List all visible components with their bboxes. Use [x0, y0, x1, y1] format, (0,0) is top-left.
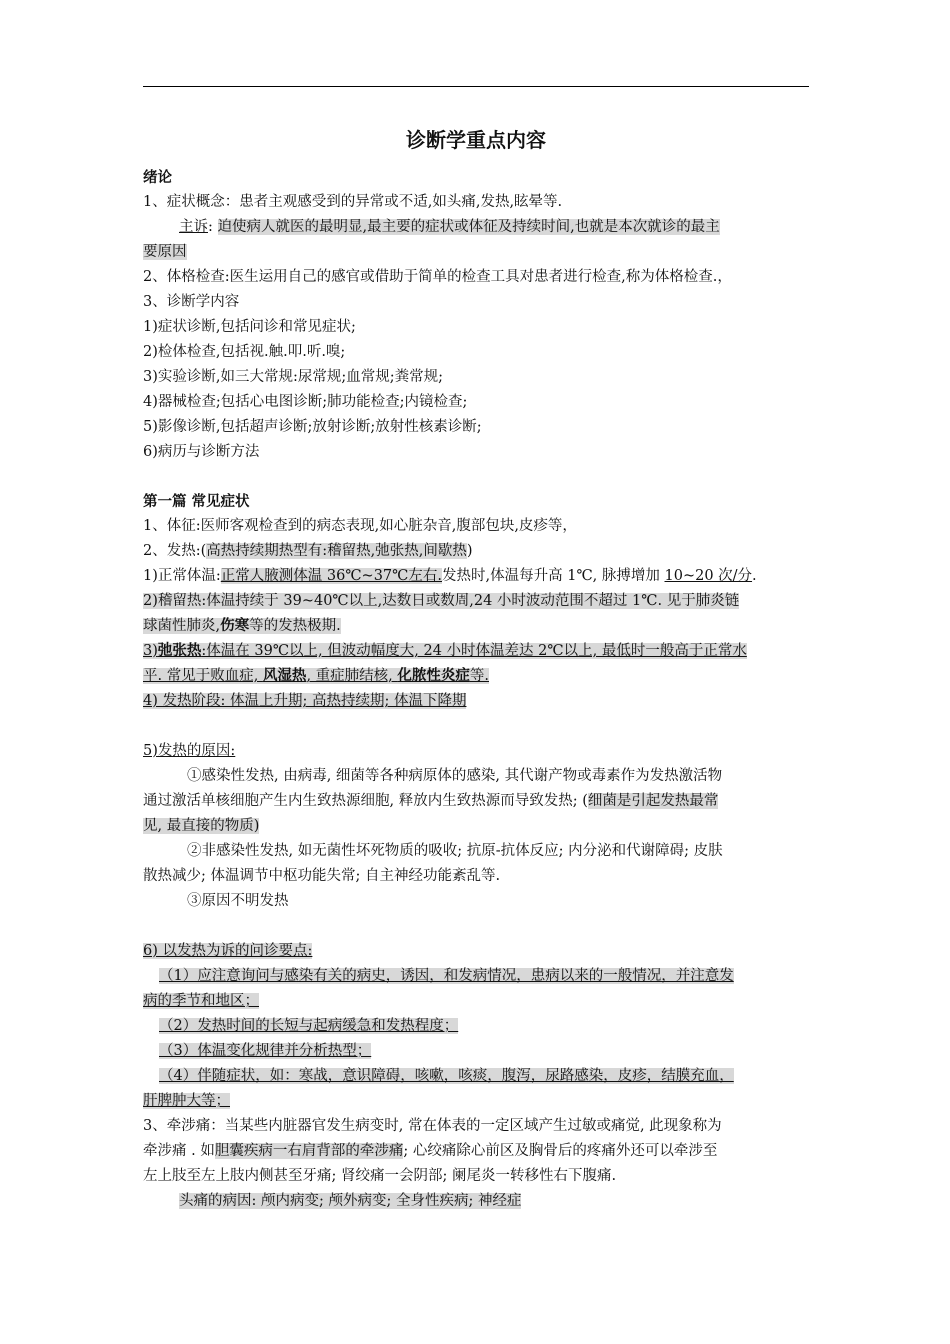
text-line: 散热减少; 体温调节中枢功能失常; 自主神经功能紊乱等.: [143, 868, 501, 884]
section-heading-intro: 绪论: [143, 169, 172, 186]
text-line: 4)器械检查;包括心电图诊断;肺功能检查;内镜检查;: [143, 394, 468, 410]
text-line: 2、体格检查:医生运用自己的感官或借助于简单的检查工具对患者进行检查,称为体格检查.，: [143, 269, 732, 285]
text-line: 4) 发热阶段: 体温上升期; 高热持续期; 体温下降期: [143, 693, 467, 709]
document-title: 诊断学重点内容: [406, 128, 546, 152]
text-line: 头痛的病因: 颅内病变; 颅外病变; 全身性疾病; 神经症: [179, 1193, 522, 1209]
text-line: 2、发热:(高热持续期热型有:稽留热,弛张热,间歇热): [143, 543, 473, 559]
text-line: 1)症状诊断,包括问诊和常见症状;: [143, 319, 356, 335]
text-line: （3）体温变化规律并分析热型；: [159, 1043, 372, 1059]
text-line: ②非感染性发热, 如无菌性坏死物质的吸收; 抗原-抗体反应; 内分泌和代谢障碍; 皮肤: [187, 843, 723, 859]
text-line: 5)影像诊断,包括超声诊断;放射诊断;放射性核素诊断;: [143, 419, 482, 435]
header-rule: [143, 86, 809, 87]
text-line: 2)检体检查,包括视.触.叩.听.嗅;: [143, 344, 346, 360]
text-line: 2)稽留热:体温持续于 39~40℃以上,达数日或数周,24 小时波动范围不超过 1℃. 见于肺炎链: [143, 593, 740, 609]
text-line: 病的季节和地区；: [143, 993, 259, 1009]
text-line: 要原因: [143, 244, 187, 260]
text-line: ③原因不明发热: [187, 893, 289, 909]
text-line: （4）伴随症状，如：寒战，意识障碍，咳嗽，咳痰，腹泻，尿路感染，皮疹，结膜充血，: [159, 1068, 734, 1084]
text-line: 见, 最直接的物质): [143, 818, 260, 834]
text-line: （1）应注意询问与感染有关的病史，诱因，和发病情况，患病以来的一般情况，并注意发: [159, 968, 734, 984]
text-line: 1、体征:医师客观检查到的病态表现,如心脏杂音,腹部包块,皮疹等，: [143, 518, 577, 534]
text-line: 通过激活单核细胞产生内生致热源细胞, 释放内生致热源而导致发热; (细菌是引起发热最常: [143, 793, 719, 809]
text-line: 牵涉痛 . 如胆囊疾病一右肩背部的牵涉痛; 心绞痛除心前区及胸骨后的疼痛外还可以牵涉至: [143, 1143, 718, 1159]
text-line: 左上肢至左上肢内侧甚至牙痛; 肾绞痛一会阴部; 阑尾炎一转移性右下腹痛.: [143, 1168, 617, 1184]
text-line: 3)实验诊断,如三大常规:尿常规;血常规;粪常规;: [143, 369, 444, 385]
text-line: ①感染性发热, 由病毒, 细菌等各种病原体的感染, 其代谢产物或毒素作为发热激活物: [187, 768, 723, 784]
text-line: 6)病历与诊断方法: [143, 444, 260, 460]
text-line: 1)正常体温:正常人腋测体温 36℃~37℃左右.发热时,体温每升高 1℃, 脉搏增加 10~20 次/分.: [143, 568, 757, 584]
text-line: 肝脾肿大等；: [143, 1093, 230, 1109]
text-line: 主诉: 迫使病人就医的最明显,最主要的症状或体征及持续时间,也就是本次就诊的最主: [179, 219, 720, 235]
text-line: 5)发热的原因:: [143, 743, 236, 759]
text-line: 球菌性肺炎,伤寒等的发热极期.: [143, 617, 341, 634]
text-line: 1、症状概念：患者主观感受到的异常或不适,如头痛,发热,眩晕等.: [143, 194, 563, 210]
text-line: 6) 以发热为诉的问诊要点:: [143, 943, 313, 959]
section-heading-part1: 第一篇 常见症状: [143, 493, 250, 510]
text-line: 3)弛张热:体温在 39℃以上, 但波动幅度大, 24 小时体温差达 2℃以上, 最低时一般高于正常水: [143, 642, 747, 659]
text-line: （2）发热时间的长短与起病缓急和发热程度；: [159, 1018, 459, 1034]
text-line: 3、诊断学内容: [143, 294, 240, 310]
text-line: 3、牵涉痛：当某些内脏器官发生病变时, 常在体表的一定区域产生过敏或痛觉, 此现象称为: [143, 1118, 722, 1134]
text-line: 平. 常见于败血症, 风湿热, 重症肺结核, 化脓性炎症等.: [143, 667, 489, 684]
